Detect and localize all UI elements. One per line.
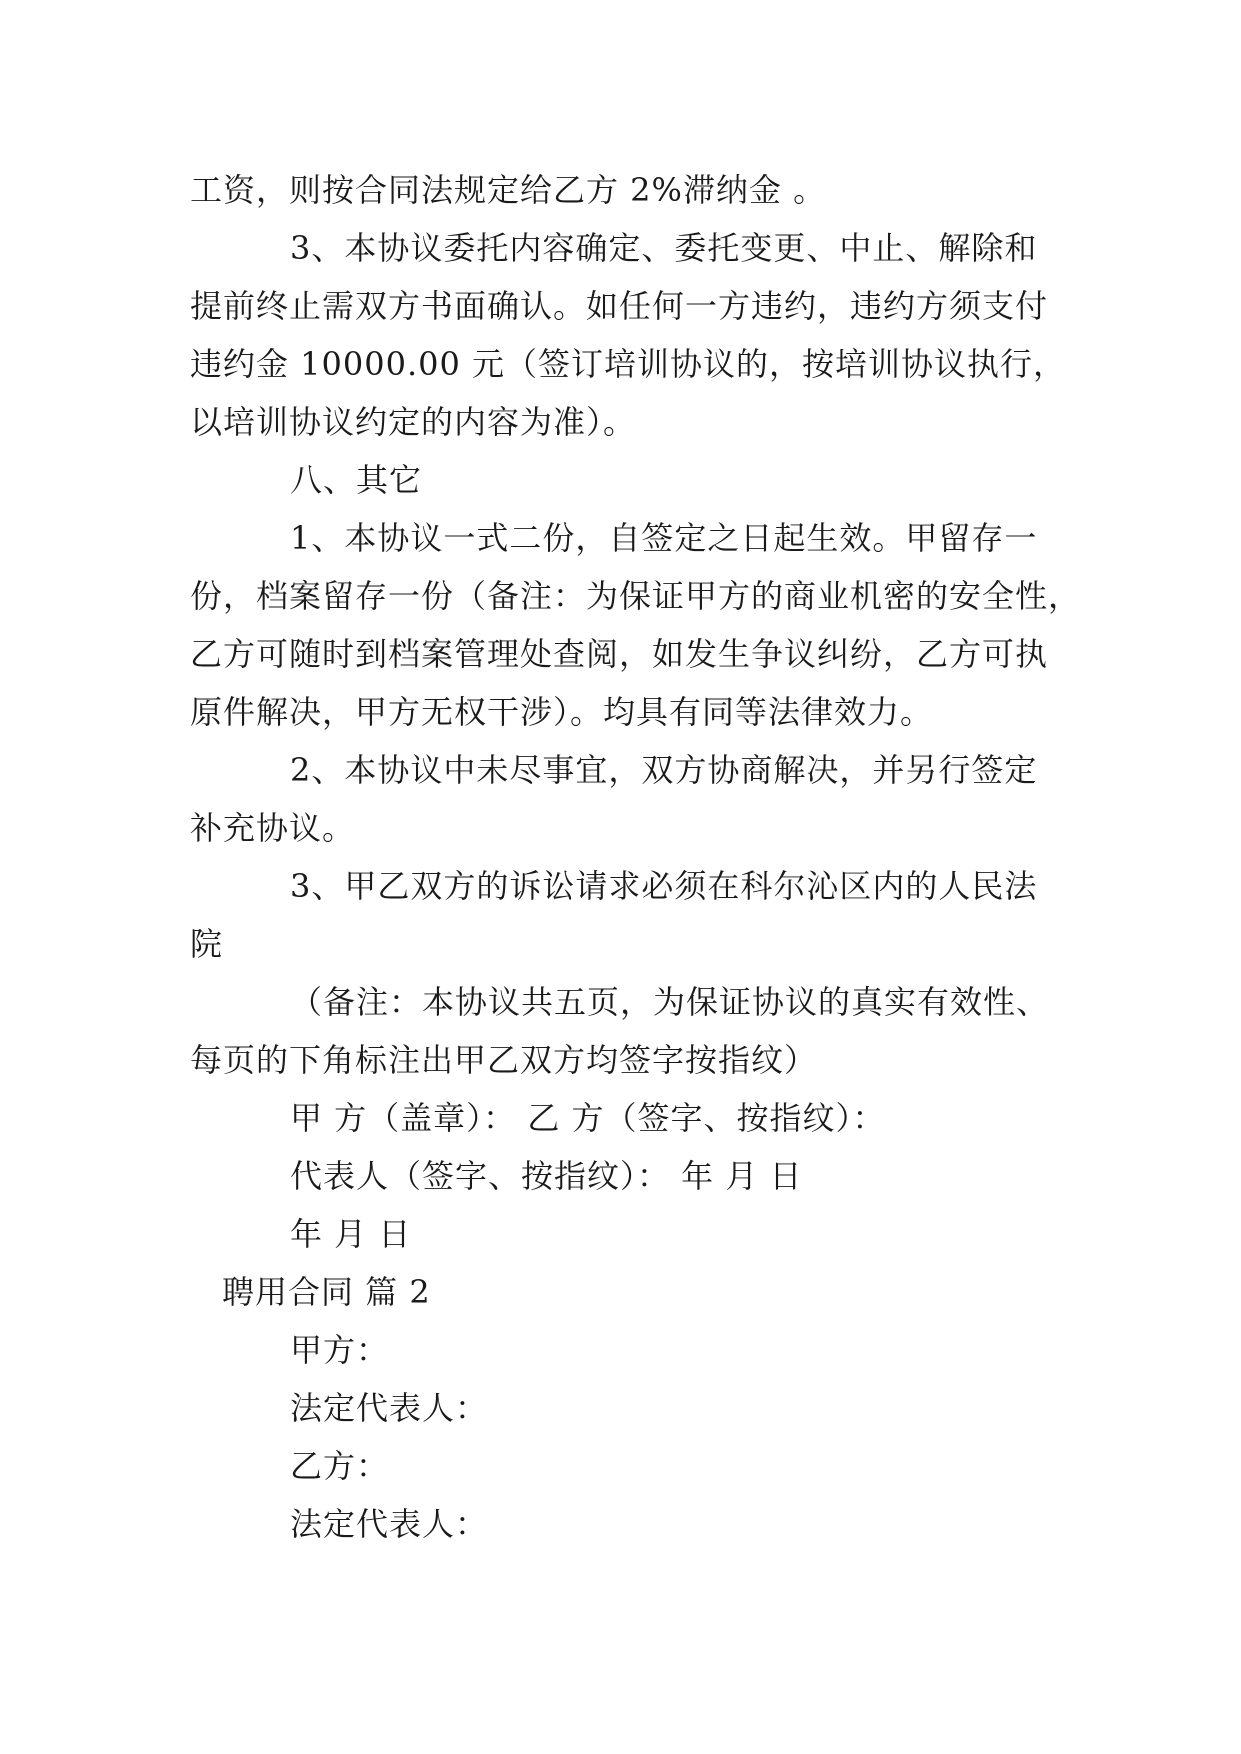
date-line: 年 月 日 <box>290 1215 412 1253</box>
text-line: 每页的下角标注出甲乙双方均签字按指纹） <box>190 1041 818 1079</box>
text-line: 3、本协议委托内容确定、委托变更、中止、解除和 <box>290 229 1038 267</box>
party-b-representative-label: 法定代表人： <box>290 1505 489 1543</box>
party-b-label: 乙方： <box>290 1447 390 1485</box>
text-line: 院 <box>190 925 224 963</box>
text-line: 工资，则按合同法规定给乙方 2%滞纳金 。 <box>190 171 827 209</box>
signature-line: 代表人（签字、按指纹）： 年 月 日 <box>290 1157 803 1195</box>
text-line: 1、本协议一式二份，自签定之日起生效。甲留存一 <box>290 519 1038 557</box>
text-line: （备注：本协议共五页，为保证协议的真实有效性、 <box>290 983 1050 1021</box>
signature-line: 甲 方（盖章）： 乙 方（签字、按指纹）： <box>290 1099 886 1137</box>
text-line: 原件解决，甲方无权干涉）。均具有同等法律效力。 <box>190 693 934 731</box>
text-line: 以培训协议约定的内容为准）。 <box>190 403 637 441</box>
party-a-representative-label: 法定代表人： <box>290 1389 489 1427</box>
party-a-label: 甲方： <box>290 1331 390 1369</box>
text-line: 补充协议。 <box>190 809 356 847</box>
text-line: 提前终止需双方书面确认。如任何一方违约，违约方须支付 <box>190 287 1049 325</box>
text-line: 份，档案留存一份（备注：为保证甲方的商业机密的安全性， <box>190 577 1082 615</box>
text-line: 乙方可随时到档案管理处查阅，如发生争议纠纷，乙方可执 <box>190 635 1049 673</box>
text-line: 2、本协议中未尽事宜，双方协商解决，并另行签定 <box>290 751 1038 789</box>
text-line: 违约金 10000.00 元（签订培训协议的，按培训协议执行， <box>190 345 1067 383</box>
contract-title: 聘用合同 篇 2 <box>222 1273 431 1311</box>
section-heading: 八、其它 <box>290 461 423 499</box>
text-line: 3、甲乙双方的诉讼请求必须在科尔沁区内的人民法 <box>290 867 1038 905</box>
